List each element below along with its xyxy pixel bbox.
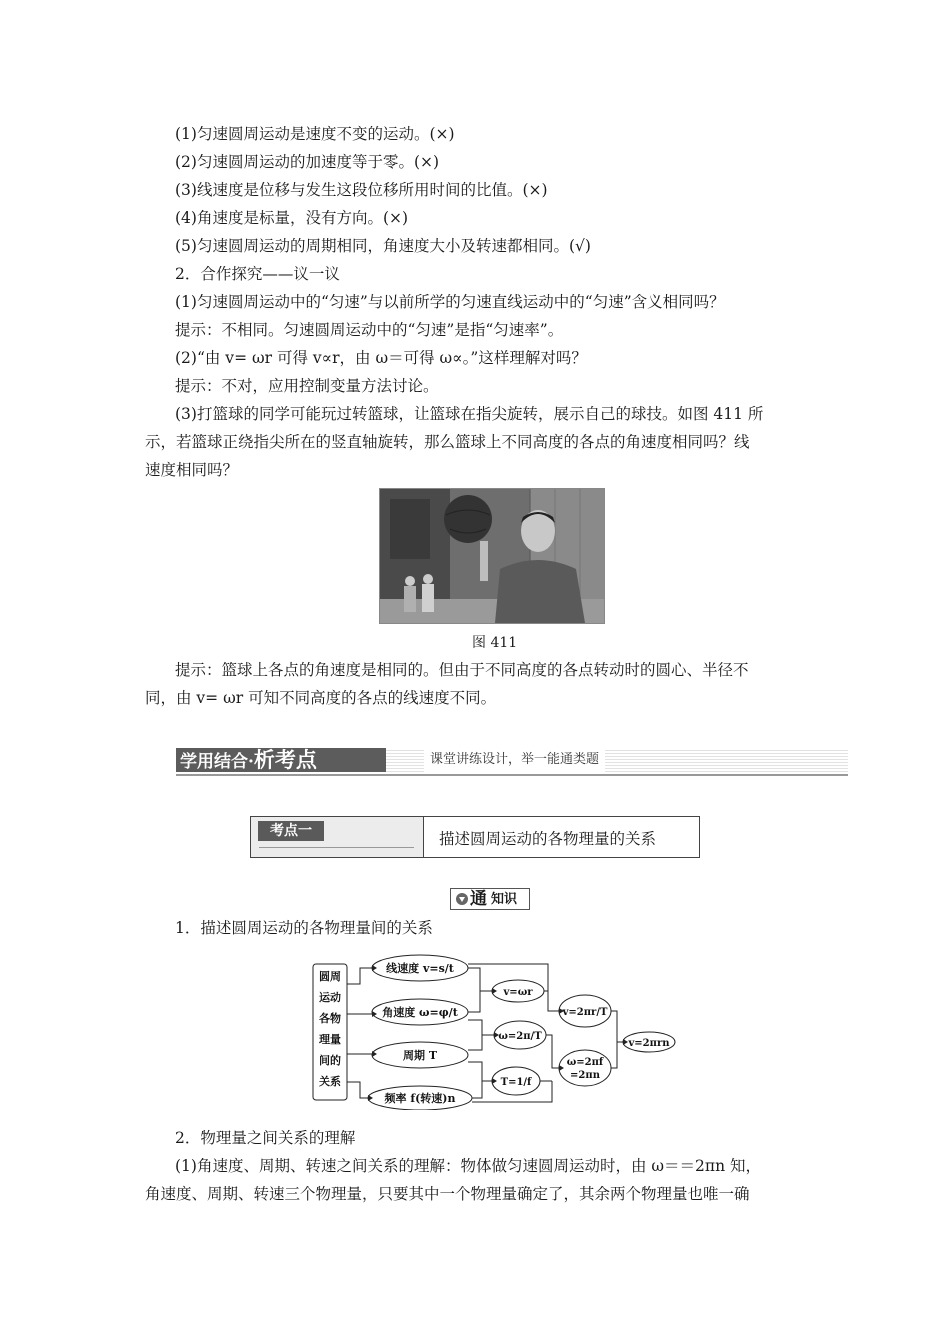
text-line: (1)匀速圆周运动中的“匀速”与以前所学的匀速直线运动中的“匀速”含义相同吗？: [175, 293, 725, 311]
text-line: 同，由 v= ωr 可知不同高度的各点的线速度不同。: [145, 689, 497, 707]
left-box-line: 圆周: [319, 970, 341, 983]
text-line: 速度相同吗？: [145, 461, 239, 479]
text-line: 提示：篮球上各点的角速度是相同的。但由于不同高度的各点转动时的圆心、半径不: [175, 661, 749, 679]
formula-label: v=ωr: [503, 987, 533, 998]
left-box-line: 间的: [319, 1054, 341, 1067]
text-line: (4)角速度是标量，没有方向。(×): [175, 209, 409, 227]
section-heading: 2．物理量之间关系的理解: [175, 1129, 356, 1147]
kaodian-box: [250, 816, 700, 858]
formula-label: ω=2πf: [566, 1057, 604, 1068]
banner-subtitle: 课堂讲练设计，举一能通类题: [424, 748, 605, 772]
zhishi-label: 知识: [491, 892, 518, 907]
text-line: 2．合作探究——议一议: [175, 265, 340, 283]
kaodian-title: 描述圆周运动的各物理量的关系: [439, 830, 657, 848]
text-line: 角速度、周期、转速三个物理量，只要其中一个物理量确定了，其余两个物理量也唯一确: [145, 1185, 750, 1203]
oval-label: 周期 T: [402, 1049, 438, 1062]
text-line: 提示：不对，应用控制变量方法讨论。: [175, 377, 439, 395]
kaodian-tag-label: 考点一: [258, 821, 324, 841]
relationship-diagram: [312, 954, 680, 1110]
section-heading: 1．描述圆周运动的各物理量间的关系: [175, 919, 433, 937]
banner-title: [176, 748, 386, 772]
text-line: (3)打篮球的同学可能玩过转篮球，让篮球在指尖旋转，展示自己的球技。如图 411 所: [175, 405, 764, 423]
left-box-line: 关系: [319, 1075, 341, 1088]
figure-caption: 图 411: [472, 635, 518, 651]
kaodian-tag: [251, 817, 424, 857]
left-box-line: 各物: [319, 1012, 341, 1025]
formula-label: v=2πrn: [628, 1038, 670, 1049]
text-line: (1)匀速圆周运动是速度不变的运动。(×): [175, 125, 455, 143]
oval-label: 角速度 ω=φ/t: [382, 1006, 458, 1019]
left-box-line: 运动: [319, 991, 341, 1004]
section-banner: [176, 748, 848, 776]
text-line: (3)线速度是位移与发生这段位移所用时间的比值。(×): [175, 181, 548, 199]
formula-label: v=2πr/T: [562, 1007, 608, 1018]
left-box-line: 理量: [319, 1033, 341, 1046]
text-line: 示，若篮球正绕指尖所在的竖直轴旋转，那么篮球上不同高度的各点的角速度相同吗？线: [145, 433, 750, 451]
basketball-photo: [379, 488, 605, 624]
arrow-down-circle-icon: [455, 892, 469, 906]
oval-label: 频率 f(转速)n: [384, 1092, 456, 1105]
formula-label: =2πn: [570, 1070, 600, 1081]
kaodian-underline: [259, 847, 414, 848]
text-line: (2)匀速圆周运动的加速度等于零。(×): [175, 153, 440, 171]
tong-char: 通: [470, 889, 487, 909]
text-line: (2)“由 v= ωr 可得 v∝r，由 ω＝可得 ω∝。”这样理解对吗？: [175, 349, 587, 367]
text-line: 提示：不相同。匀速圆周运动中的“匀速”是指“匀速率”。: [175, 321, 564, 339]
tong-zhishi-badge: [450, 888, 530, 910]
banner-title-bold: 析考点: [253, 747, 317, 772]
formula-label: T=1/f: [500, 1077, 532, 1088]
oval-label: 线速度 v=s/t: [386, 962, 454, 975]
text-line: (1)角速度、周期、转速之间关系的理解：物体做匀速圆周运动时，由 ω＝＝2πn 知，: [175, 1157, 761, 1175]
text-line: (5)匀速圆周运动的周期相同，角速度大小及转速都相同。(√): [175, 237, 591, 255]
banner-title-prefix: 学用结合·: [180, 752, 254, 772]
formula-label: ω=2π/T: [498, 1031, 542, 1042]
